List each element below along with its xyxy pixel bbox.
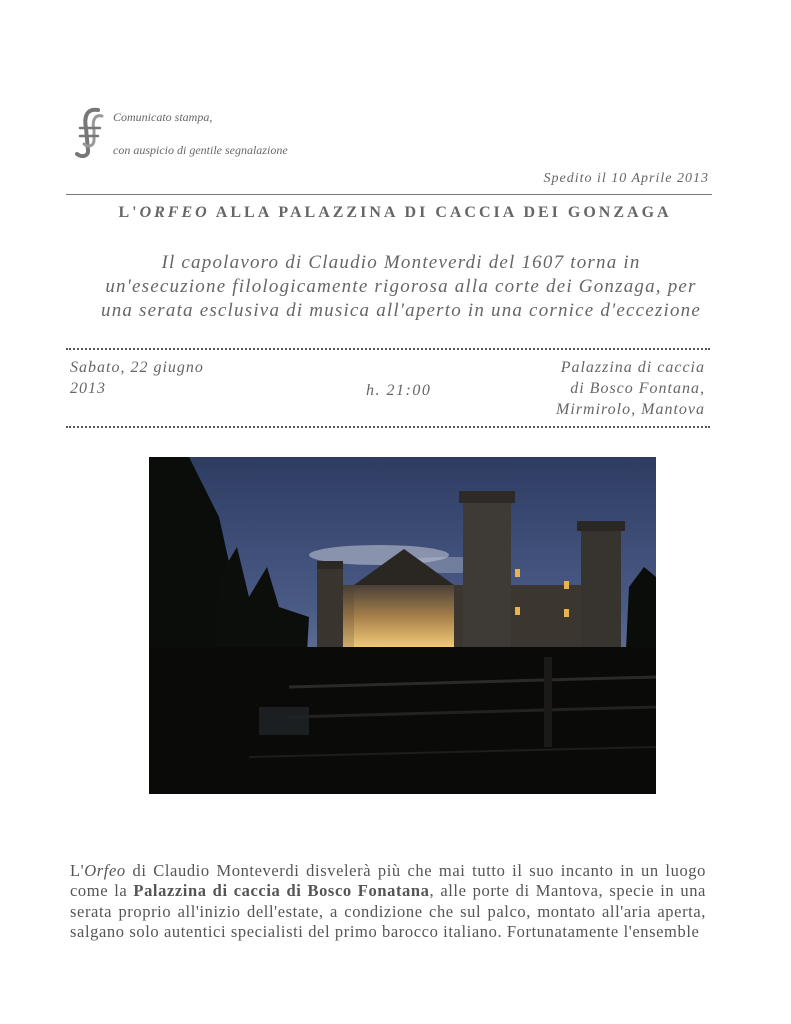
body-work-title: Orfeo [84,860,126,880]
body-text-b: di Claudio Monteverdi disvelerà più che mai tutto il suo incanto in un luogo come la [70,860,706,900]
body-text-a: L' [70,860,85,880]
palazzina-photo [149,457,656,794]
event-date-line2: 2013 [70,380,106,397]
header-divider [66,194,712,195]
page-title [100,202,690,224]
body-venue: Palazzina di caccia di Bosco Fonatana [133,881,430,900]
title-work: ORFEO [139,204,210,221]
event-place-line2: di Bosco Fontana, [570,380,705,397]
event-time: h. 21:00 [366,382,432,399]
event-date-line1: Sabato, 22 giugno [70,359,204,376]
body-text-c: , alle porte di Mantova, specie in una serata proprio all'inizio dell'estate, a condizione che sul palco, montato all'aria aperta, salgano solo autentici specialisti del primo barocco italiano. Fortunatamente l'ensemble [70,881,706,941]
sent-date: Spedito il 10 Aprile 2013 [543,171,709,186]
title-suffix: ALLA PALAZZINA DI CACCIA DEI GONZAGA [209,204,672,221]
event-place [556,357,705,420]
press-release-note: con auspicio di gentile segnalazione [113,143,288,157]
body-paragraph [70,861,706,943]
page-subtitle: Il capolavoro di Claudio Monteverdi del 1607 torna in un'esecuzione filologicamente rigorosa alla corte dei Gonzaga, per una serata esclusiva di musica all'aperto in una cornice d'eccezione [101,252,701,321]
event-divider-top [66,348,710,350]
event-divider-bottom [66,426,710,428]
event-place-line1: Palazzina di caccia [560,359,705,376]
double-f-logo-icon [72,106,108,158]
event-place-line3: Mirmirolo, Mantova [556,401,705,418]
title-prefix: L' [118,204,140,221]
event-date [70,357,204,399]
press-release-label: Comunicato stampa, [113,110,213,124]
